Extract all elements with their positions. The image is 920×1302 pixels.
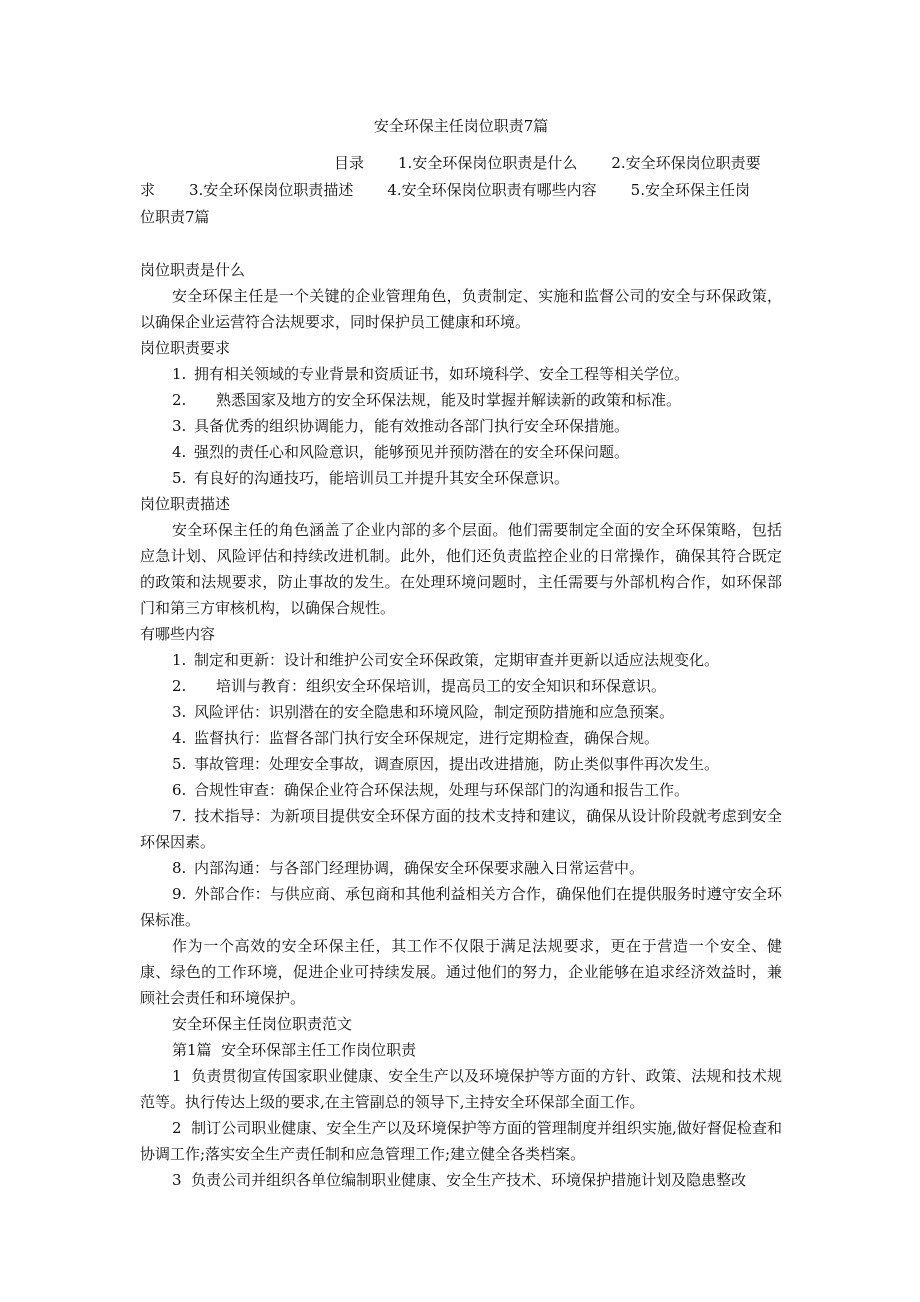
list-item: 6. 合规性审查：确保企业符合环保法规，处理与环保部门的沟通和报告工作。 [172,781,690,799]
list-item: 9. 外部合作：与供应商、承包商和其他利益相关方合作，确保他们在提供服务时遵守安全环保标准。 [140,885,782,929]
sample-item: 1 负责贯彻宣传国家职业健康、安全生产以及环境保护等方面的方针、政策、法规和技术规范等。执行传达上级的要求,在主管副总的领导下,主持安全环保部全面工作。 [140,1067,782,1111]
document-title: 安全环保主任岗位职责7篇 [373,117,549,135]
toc-label: 目录 [334,154,365,172]
toc-line-1 [140,150,782,177]
toc-item-2-cont[interactable]: 求 [140,181,156,199]
toc-item-4[interactable]: 4.安全环保岗位职责有哪些内容 [387,181,597,199]
list-item: 3. 风险评估：识别潜在的安全隐患和环境风险，制定预防措施和应急预案。 [172,703,675,721]
list-item: 1. 制定和更新：设计和维护公司安全环保政策，定期审查并更新以适应法规变化。 [172,651,720,669]
toc-item-5[interactable]: 5.安全环保主任岗 [630,181,750,199]
section-heading-requirements: 岗位职责要求 [140,339,231,357]
list-item: 4. 强烈的责任心和风险意识，能够预见并预防潜在的安全环保问题。 [172,443,630,461]
toc-line-2 [140,177,782,204]
list-item: 5. 事故管理：处理安全事故，调查原因，提出改进措施，防止类似事件再次发生。 [172,755,720,773]
sample-item: 2 制订公司职业健康、安全生产以及环境保护等方面的管理制度并组织实施,做好督促检查和协调工作;落实安全生产责任制和应急管理工作;建立健全各类档案。 [140,1119,782,1163]
section-paragraph-summary: 作为一个高效的安全环保主任，其工作不仅限于满足法规要求，更在于营造一个安全、健康、绿色的工作环境，促进企业可持续发展。通过他们的努力，企业能够在追求经济效益时，兼顾社会责任和环境保护。 [140,937,782,1007]
list-item: 1. 拥有相关领域的专业背景和资质证书，如环境科学、安全工程等相关学位。 [172,365,690,383]
toc-item-1[interactable]: 1.安全环保岗位职责是什么 [398,154,578,172]
sample-item: 3 负责公司并组织各单位编制职业健康、安全生产技术、环境保护措施计划及隐患整改 [172,1171,747,1189]
sample-subtitle: 第1篇 安全环保部主任工作岗位职责 [172,1041,417,1059]
section-heading-contents: 有哪些内容 [140,625,216,643]
table-of-contents [140,150,782,231]
list-item: 7. 技术指导：为新项目提供安全环保方面的技术支持和建议，确保从设计阶段就考虑到安全环保因素。 [140,807,782,851]
section-paragraph-duties: 安全环保主任是一个关键的企业管理角色，负责制定、实施和监督公司的安全与环保政策，以确保企业运营符合法规要求，同时保护员工健康和环境。 [140,287,782,331]
list-item: 8. 内部沟通：与各部门经理协调，确保安全环保要求融入日常运营中。 [172,859,645,877]
list-item: 2. 熟悉国家及地方的安全环保法规，能及时掌握并解读新的政策和标准。 [172,391,682,409]
section-heading-samples: 安全环保主任岗位职责范文 [172,1015,353,1033]
toc-item-5-cont[interactable]: 位职责7篇 [140,208,210,226]
document-body [140,257,782,1193]
toc-item-3[interactable]: 3.安全环保岗位职责描述 [189,181,354,199]
section-heading-duties: 岗位职责是什么 [140,261,246,279]
list-item: 5. 有良好的沟通技巧，能培训员工并提升其安全环保意识。 [172,469,570,487]
section-heading-description: 岗位职责描述 [140,495,231,513]
list-item: 4. 监督执行：监督各部门执行安全环保规定，进行定期检查，确保合规。 [172,729,660,747]
toc-line-3 [140,204,782,231]
toc-item-2[interactable]: 2.安全环保岗位职责要 [611,154,761,172]
list-item: 3. 具备优秀的组织协调能力，能有效推动各部门执行安全环保措施。 [172,417,630,435]
list-item: 2. 培训与教育：组织安全环保培训，提高员工的安全知识和环保意识。 [172,677,667,695]
section-paragraph-description: 安全环保主任的角色涵盖了企业内部的多个层面。他们需要制定全面的安全环保策略，包括应急计划、风险评估和持续改进机制。此外，他们还负责监控企业的日常操作，确保其符合既定的政策和法规要求，防止事故的发生。在处理环境问题时，主任需要与外部机构合作，如环保部门和第三方审核机构，以确保合规性。 [140,521,782,617]
